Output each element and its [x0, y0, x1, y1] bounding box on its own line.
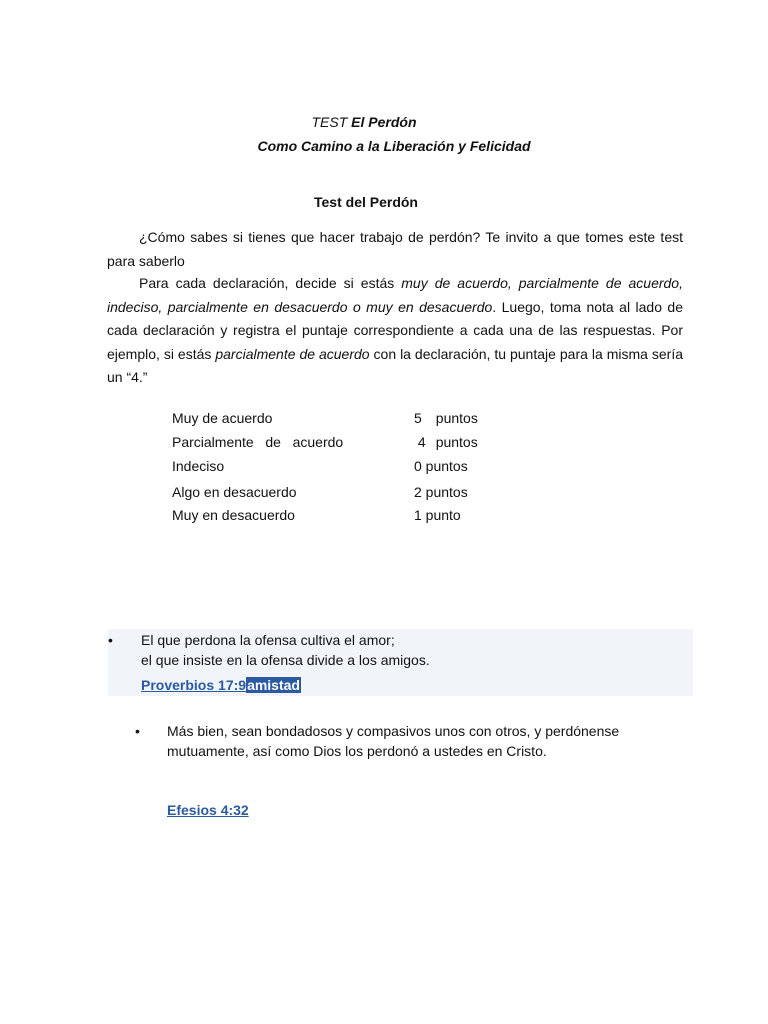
score-value: 5 puntos — [414, 410, 478, 426]
score-label: Parcialmente de acuerdo — [172, 434, 344, 450]
score-label: Algo en desacuerdo — [172, 484, 297, 500]
score-label: Indeciso — [172, 458, 225, 474]
score-value: 4 puntos — [414, 434, 478, 450]
document-subtitle: Como Camino a la Liberación y Felicidad — [257, 138, 531, 154]
score-value: 0 puntos — [414, 458, 468, 474]
selected-text[interactable]: amistad — [247, 677, 300, 693]
title-prefix: TEST — [311, 114, 352, 130]
verse-text: Más bien, sean bondadosos y compasivos unos con otros, y perdónense mutuamente, así como Dios los perdonó a ustedes en Cristo. — [167, 723, 620, 759]
intro-paragraph-1: ¿Cómo sabes si tienes que hacer trabajo de perdón? Te invito a que tomes este test para saberlo — [107, 229, 683, 269]
verse-text: El que perdona la ofensa cultiva el amor; el que insiste en la ofensa divide a los amigos. — [141, 632, 430, 668]
score-value: 2 puntos — [414, 484, 468, 500]
section-title: Test del Perdón — [314, 194, 418, 210]
score-value: 1 punto — [414, 507, 461, 523]
score-label: Muy en desacuerdo — [172, 507, 295, 523]
title-main: El Perdón — [351, 114, 417, 130]
bullet-icon: • — [135, 723, 140, 739]
document-title — [0, 114, 728, 130]
verse-reference-link[interactable]: Proverbios 17:9amistad — [141, 677, 300, 693]
bullet-icon: • — [108, 632, 113, 648]
intro-paragraph-2: Para cada declaración, decide si estás muy de acuerdo, parcialmente de acuerdo, indeciso, parcialmente en desacuerdo o muy en desacuerdo. Luego, toma nota al lado de cada declaración y registra el puntaje correspondiente a cada una de las respuestas. Por ejemplo, si estás parcialmente de acuerdo con la declaración, tu puntaje para la misma sería un “4.” — [107, 275, 684, 385]
score-label: Muy de acuerdo — [172, 410, 273, 426]
verse-reference-link[interactable]: Efesios 4:32 — [167, 802, 249, 818]
